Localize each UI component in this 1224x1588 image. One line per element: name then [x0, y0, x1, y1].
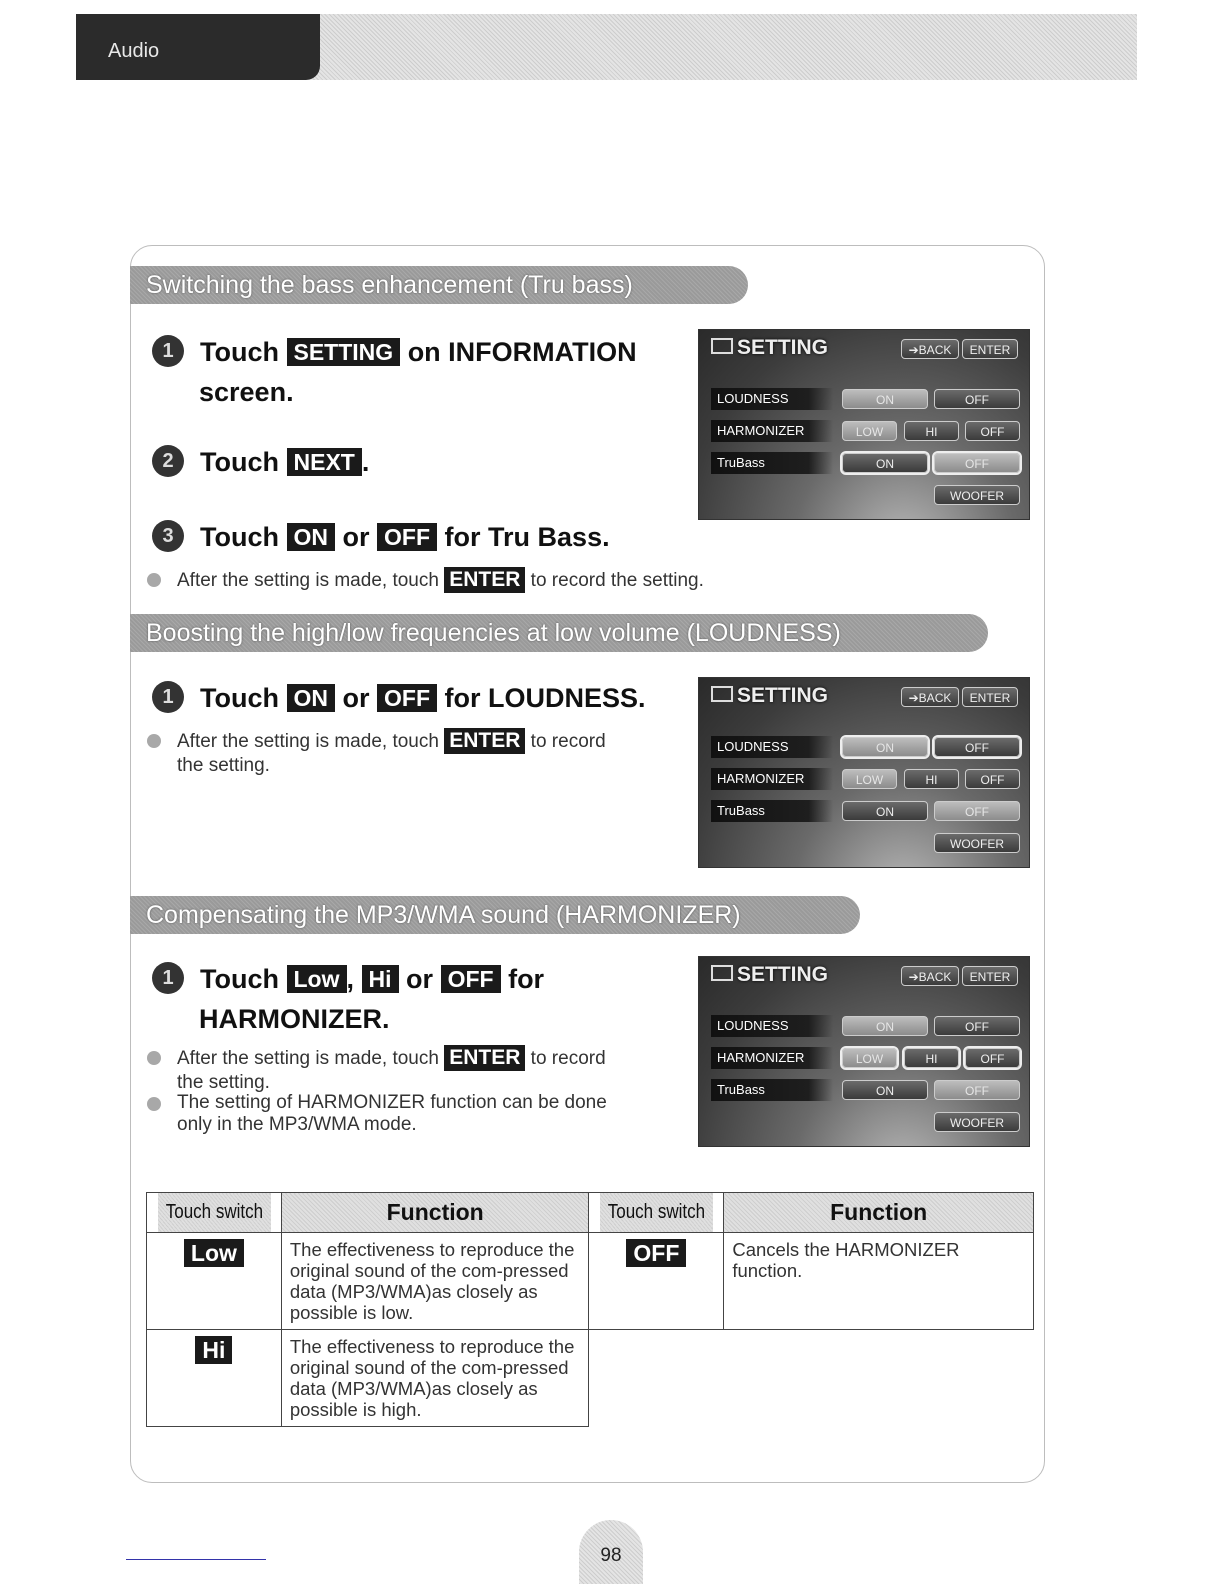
screen-row-trubass: TruBass — [711, 1079, 833, 1101]
bullet-icon — [147, 573, 161, 587]
harmonizer-hi: HI — [904, 421, 959, 441]
table-cell: The effectiveness to reproduce the original sound of the com-pressed data (MP3/WMA)as closely as possible is low. — [281, 1233, 589, 1330]
trubass-off: OFF — [934, 453, 1020, 473]
section-tab-audio: Audio — [76, 14, 320, 80]
note-mp3-mode: The setting of HARMONIZER function can be done only in the MP3/WMA mode. — [147, 1092, 677, 1136]
low-key: Low — [287, 965, 347, 993]
woofer-button: WOOFER — [934, 485, 1020, 505]
step-number: 1 — [152, 962, 184, 994]
step-text: for — [508, 964, 545, 994]
loudness-on: ON — [842, 389, 928, 409]
step-number: 1 — [152, 681, 184, 713]
table-header: Function — [724, 1193, 1034, 1233]
book-icon — [711, 686, 733, 702]
harmonizer-off: OFF — [965, 1048, 1020, 1068]
step-text: Touch — [200, 522, 279, 552]
screen-back-button: ➔BACK — [901, 687, 959, 707]
harmonizer-off: OFF — [965, 421, 1020, 441]
enter-key: ENTER — [444, 567, 525, 593]
table-cell — [147, 1233, 282, 1330]
table-header: Touch switch — [599, 1193, 714, 1233]
screen-row-harmonizer: HARMONIZER — [711, 768, 833, 790]
screen-title: SETTING — [711, 684, 828, 708]
screen-row-loudness: LOUDNESS — [711, 1015, 833, 1037]
bullet-icon — [147, 1097, 161, 1111]
table-cell-empty — [724, 1330, 1034, 1427]
step-text: Touch — [200, 337, 279, 367]
harmonizer-low: LOW — [842, 769, 897, 789]
note-record-setting: After the setting is made, touch ENTER to record the setting. — [147, 568, 807, 594]
step-2-touch-next — [152, 442, 369, 482]
table-row — [147, 1233, 1034, 1330]
screen-enter-button: ENTER — [962, 687, 1018, 707]
on-key: ON — [287, 523, 336, 551]
table-cell-empty — [589, 1330, 724, 1427]
hi-key: Hi — [195, 1336, 232, 1364]
table-cell — [589, 1233, 724, 1330]
harmonizer-low: LOW — [842, 421, 897, 441]
screen-row-trubass: TruBass — [711, 452, 833, 474]
step-1-line2: HARMONIZER. — [199, 1004, 390, 1034]
loudness-off: OFF — [934, 389, 1020, 409]
section-heading-tru-bass: Switching the bass enhancement (Tru bass) — [130, 266, 748, 304]
step-text: for Tru Bass. — [444, 522, 610, 552]
harmonizer-hi: HI — [904, 769, 959, 789]
book-icon — [711, 338, 733, 354]
setting-screen-image — [698, 329, 1030, 520]
next-key: NEXT — [287, 448, 362, 476]
bullet-icon — [147, 1051, 161, 1065]
off-key: OFF — [626, 1239, 686, 1267]
step-text: or — [406, 964, 434, 994]
step-number: 1 — [152, 335, 184, 367]
enter-key: ENTER — [444, 728, 525, 754]
setting-key: SETTING — [287, 338, 401, 366]
screen-row-loudness: LOUDNESS — [711, 388, 833, 410]
screen-row-loudness: LOUDNESS — [711, 736, 833, 758]
step-text: Touch — [200, 683, 279, 713]
table-cell — [147, 1330, 282, 1427]
trubass-off: OFF — [934, 801, 1020, 821]
harmonizer-off: OFF — [965, 769, 1020, 789]
table-cell: Cancels the HARMONIZER function. — [724, 1233, 1034, 1330]
screen-enter-button: ENTER — [962, 339, 1018, 359]
harmonizer-function-table — [146, 1192, 1034, 1427]
off-key: OFF — [377, 523, 437, 551]
screen-title: SETTING — [711, 336, 828, 360]
step-text: or — [342, 683, 370, 713]
table-header: Function — [281, 1193, 589, 1233]
setting-screen-image — [698, 677, 1030, 868]
step-1-harmonizer — [152, 959, 544, 999]
page-number: 98 — [579, 1520, 643, 1584]
screen-row-harmonizer: HARMONIZER — [711, 420, 833, 442]
footer-rule — [126, 1559, 266, 1560]
bullet-icon — [147, 734, 161, 748]
step-text: on INFORMATION — [407, 337, 637, 367]
table-header-row — [147, 1193, 1034, 1233]
harmonizer-hi: HI — [904, 1048, 959, 1068]
off-key: OFF — [441, 965, 501, 993]
step-3-tru-bass — [152, 517, 610, 557]
setting-screen-image — [698, 956, 1030, 1147]
loudness-on: ON — [842, 1016, 928, 1036]
table-row — [147, 1330, 1034, 1427]
trubass-on: ON — [842, 453, 928, 473]
step-text: for LOUDNESS. — [444, 683, 646, 713]
step-1-line2: screen. — [199, 377, 294, 407]
note-record-setting: After the setting is made, touch ENTER to record the setting. — [147, 1046, 677, 1094]
screen-back-button: ➔BACK — [901, 966, 959, 986]
section-heading-harmonizer: Compensating the MP3/WMA sound (HARMONIZER) — [130, 896, 860, 934]
step-1-touch-setting — [152, 332, 637, 372]
step-1-loudness — [152, 678, 646, 718]
screen-row-harmonizer: HARMONIZER — [711, 1047, 833, 1069]
screen-row-trubass: TruBass — [711, 800, 833, 822]
screen-enter-button: ENTER — [962, 966, 1018, 986]
step-text: , — [346, 964, 355, 994]
step-text: Touch — [200, 447, 279, 477]
off-key: OFF — [377, 684, 437, 712]
step-text: or — [342, 522, 370, 552]
screen-back-button: ➔BACK — [901, 339, 959, 359]
trubass-on: ON — [842, 801, 928, 821]
woofer-button: WOOFER — [934, 833, 1020, 853]
enter-key: ENTER — [444, 1045, 525, 1071]
loudness-on: ON — [842, 737, 928, 757]
step-text: . — [361, 447, 370, 477]
table-header: Touch switch — [157, 1193, 272, 1233]
low-key: Low — [184, 1239, 244, 1267]
step-number: 3 — [152, 520, 184, 552]
screen-title: SETTING — [711, 963, 828, 987]
trubass-on: ON — [842, 1080, 928, 1100]
hi-key: Hi — [362, 965, 399, 993]
woofer-button: WOOFER — [934, 1112, 1020, 1132]
loudness-off: OFF — [934, 737, 1020, 757]
note-record-setting: After the setting is made, touch ENTER to record the setting. — [147, 729, 677, 777]
step-text: Touch — [200, 964, 279, 994]
loudness-off: OFF — [934, 1016, 1020, 1036]
step-number: 2 — [152, 445, 184, 477]
book-icon — [711, 965, 733, 981]
on-key: ON — [287, 684, 336, 712]
trubass-off: OFF — [934, 1080, 1020, 1100]
harmonizer-low: LOW — [842, 1048, 897, 1068]
table-cell: The effectiveness to reproduce the original sound of the com-pressed data (MP3/WMA)as closely as possible is high. — [281, 1330, 589, 1427]
section-heading-loudness: Boosting the high/low frequencies at low volume (LOUDNESS) — [130, 614, 988, 652]
